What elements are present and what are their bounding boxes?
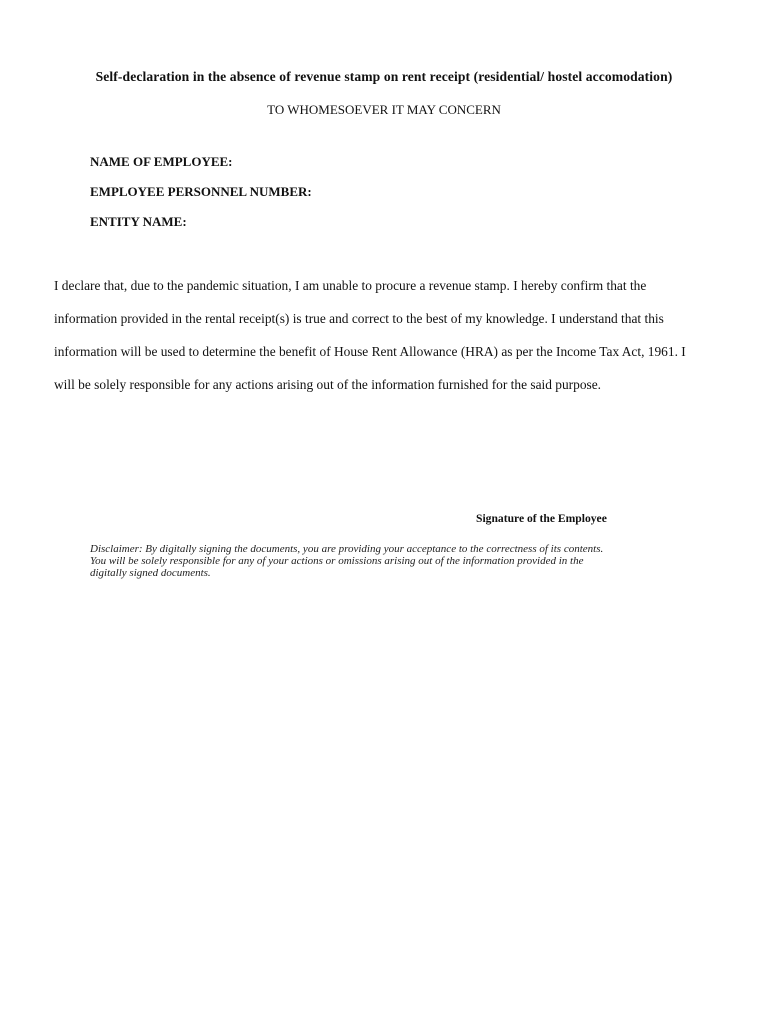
- declaration-line: will be solely responsible for any actions arising out of the information furnished for the said purpose.: [54, 377, 602, 392]
- salutation: TO WHOMESOEVER IT MAY CONCERN: [267, 102, 501, 117]
- declaration-line: information will be used to determine the benefit of House Rent Allowance (HRA) as per the Income Tax Act, 1961. I: [54, 344, 686, 359]
- signature-label: Signature of the Employee: [476, 512, 607, 525]
- field-label-employee-name: NAME OF EMPLOYEE:: [90, 154, 233, 169]
- declaration-line: information provided in the rental receipt(s) is true and correct to the best of my knowledge. I understand that this: [54, 311, 664, 326]
- disclaimer-line: digitally signed documents.: [90, 567, 211, 579]
- declaration-paragraph: [54, 269, 724, 401]
- field-label-personnel-number: EMPLOYEE PERSONNEL NUMBER:: [90, 184, 312, 199]
- field-personnel-number: [90, 184, 318, 214]
- field-entity-name: [90, 214, 318, 244]
- declaration-line: I declare that, due to the pandemic situation, I am unable to procure a revenue stamp. I hereby confirm that the: [54, 278, 647, 293]
- disclaimer-line: Disclaimer: By digitally signing the documents, you are providing your acceptance to the correctness of its contents.: [90, 543, 604, 555]
- document-title: Self-declaration in the absence of revenue stamp on rent receipt (residential/ hostel accomodation): [95, 69, 673, 84]
- field-label-entity-name: ENTITY NAME:: [90, 214, 187, 229]
- disclaimer-line: You will be solely responsible for any of your actions or omissions arising out of the information provided in the: [90, 555, 584, 567]
- employee-fields: [90, 154, 318, 244]
- field-employee-name: [90, 154, 318, 184]
- disclaimer: [90, 543, 690, 579]
